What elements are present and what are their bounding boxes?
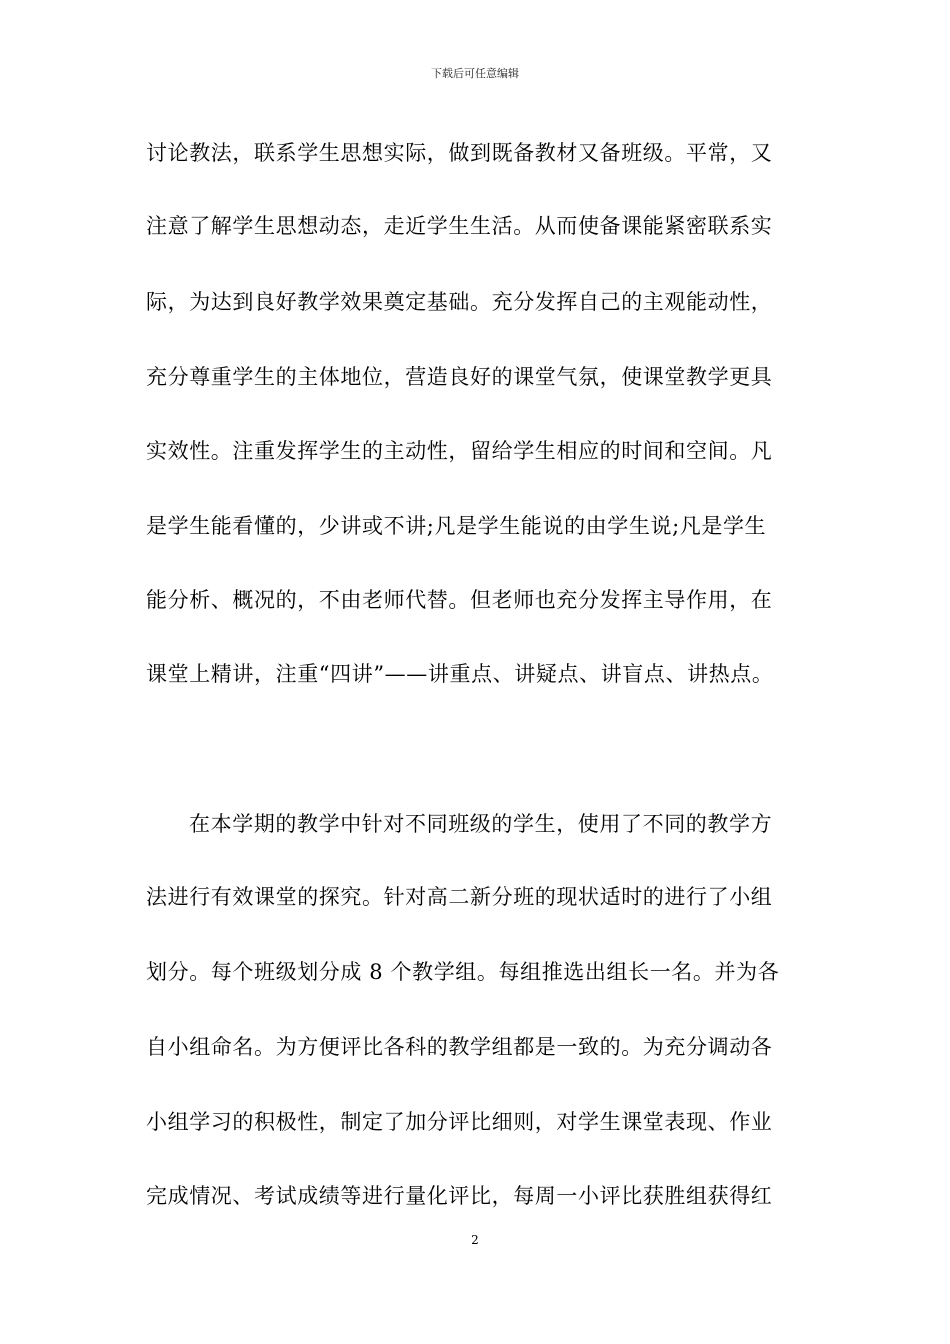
page-number: 2: [471, 1233, 479, 1247]
text-line: 小组学习的积极性，制定了加分评比细则，对学生课堂表现、作业: [146, 1110, 773, 1134]
text-line: 法进行有效课堂的探究。针对高二新分班的现状适时的进行了小组: [146, 885, 773, 909]
text-line: 注意了解学生思想动态，走近学生生活。从而使备课能紧密联系实: [146, 214, 773, 238]
text-line: 完成情况、考试成绩等进行量化评比，每周一小评比获胜组获得红: [146, 1184, 773, 1208]
text-line: 讨论教法，联系学生思想实际，做到既备教材又备班级。平常，又: [146, 141, 773, 165]
text-line: 是学生能看懂的，少讲或不讲;凡是学生能说的由学生说;凡是学生: [146, 514, 767, 538]
text-line: 自小组命名。为方便评比各科的教学组都是一致的。为充分调动各: [146, 1035, 773, 1059]
text-line: 充分尊重学生的主体地位，营造良好的课堂气氛，使课堂教学更具: [146, 365, 773, 389]
page-header: 下载后可任意编辑: [431, 67, 519, 80]
text-line: 课堂上精讲，注重“四讲”——讲重点、讲疑点、讲盲点、讲热点。: [146, 662, 774, 686]
text-line: 实效性。注重发挥学生的主动性，留给学生相应的时间和空间。凡: [146, 439, 773, 463]
text-line: 际，为达到良好教学效果奠定基础。充分发挥自己的主观能动性，: [146, 290, 773, 314]
text-line: 在本学期的教学中针对不同班级的学生，使用了不同的教学方: [189, 812, 773, 836]
text-line: 能分析、概况的，不由老师代替。但老师也充分发挥主导作用，在: [146, 588, 773, 612]
text-line: 划分。每个班级划分成 8 个教学组。每组推选出组长一名。并为各: [146, 960, 780, 984]
